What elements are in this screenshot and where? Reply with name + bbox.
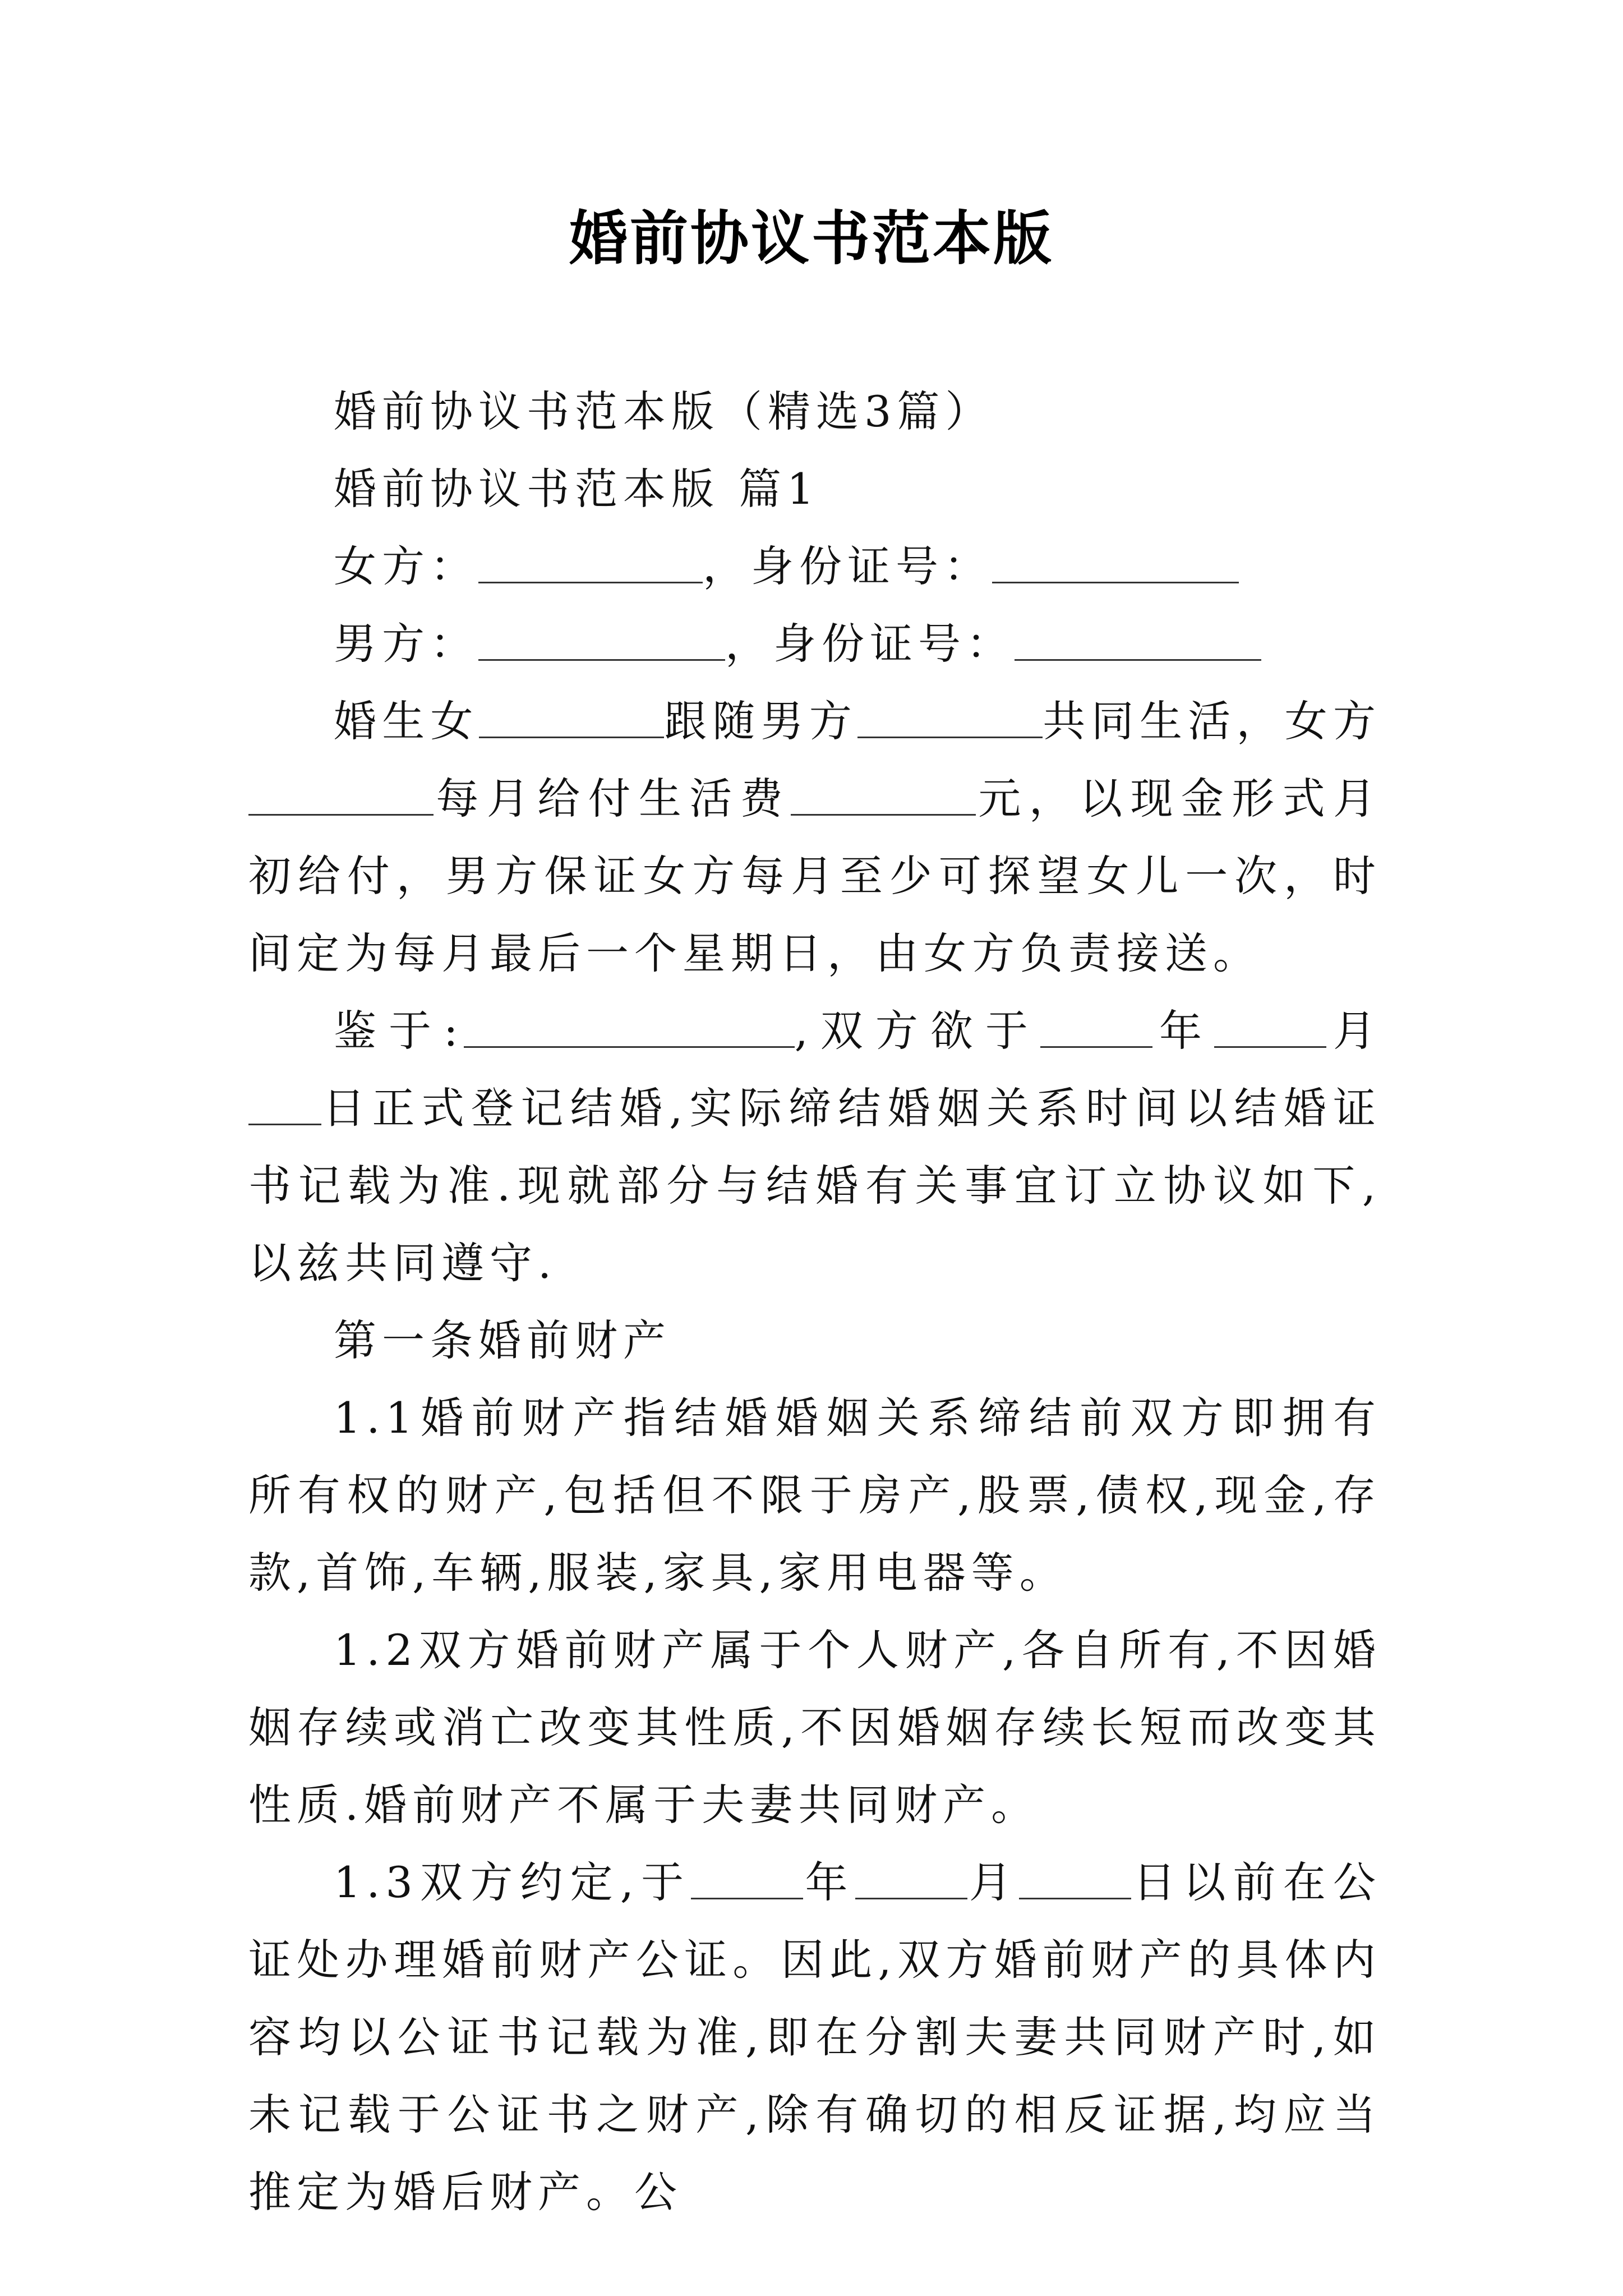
text-run: 年 [1152, 1006, 1214, 1056]
blank-line [791, 778, 976, 816]
text-run: 日正式登记结婚,实际缔结婚姻关系时间以结婚证书记载为准.现就部分与结婚有关事宜订立协议如下,以兹共同遵守. [248, 1083, 1381, 1288]
text-run: 日以前在公证处办理婚前财产公证。因此,双方婚前财产的具体内容均以公证书记载为准,即在分割夫妻共同财产时,如未记载于公证书之财产,除有确切的相反证据,均应当推定为婚后财产。公 [248, 1857, 1382, 2217]
blank-line [464, 1010, 795, 1048]
female-label: 女方： [334, 541, 478, 591]
text-run: 月 [967, 1857, 1020, 1907]
blank-line [479, 701, 664, 738]
blank-line [855, 1862, 967, 1899]
blank-line [248, 778, 434, 816]
female-line [248, 528, 1381, 605]
text-run: 每月给付生活费 [434, 774, 791, 823]
text-run: 年 [803, 1857, 855, 1907]
text-run: ,双方欲于 [794, 1006, 1040, 1056]
blank-line [857, 701, 1043, 738]
blank-line [1040, 1010, 1152, 1048]
blank-line [1214, 1010, 1326, 1048]
clause-1-1: 1.1婚前财产指结婚婚姻关系缔结前双方即拥有所有权的财产,包括但不限于房产,股票,债权,现金,存款,首饰,车辆,服装,家具,家用电器等。 [248, 1393, 1381, 1598]
text-run: 婚生女 [334, 696, 479, 746]
text-run: 元，以现金形式月初给付，男方保证女方每月至少可探望女儿一次，时间定为每月最后一个星期日，由女方负责接送。 [248, 774, 1381, 978]
male-line [248, 605, 1381, 683]
document-body [248, 373, 1381, 2231]
text-run: 鉴于: [334, 1006, 464, 1056]
intro-paragraph [248, 992, 1381, 1302]
female-name-blank [478, 546, 703, 583]
blank-line [1019, 1862, 1131, 1899]
text-run: 跟随男方 [663, 696, 858, 746]
male-name-blank [478, 623, 725, 661]
subtitle: 婚前协议书范本版（精选3篇） [334, 386, 994, 436]
female-id-label: ，身份证号： [703, 541, 992, 591]
text-run: 月 [1326, 1006, 1382, 1056]
text-run: 共同生活，女方 [1043, 696, 1382, 746]
male-id-label: ，身份证号： [725, 619, 1015, 669]
female-id-blank [992, 546, 1239, 583]
blank-line [248, 1088, 321, 1125]
child-custody-paragraph [248, 683, 1381, 992]
clause-1-2: 1.2双方婚前财产属于个人财产,各自所有,不因婚姻存续或消亡改变其性质,不因婚姻存续长短而改变其性质.婚前财产不属于夫妻共同财产。 [248, 1625, 1381, 1830]
male-id-blank [1015, 623, 1261, 661]
article-1-heading: 第一条婚前财产 [334, 1315, 671, 1365]
clause-1-3 [248, 1844, 1381, 2231]
document-title: 婚前协议书范本版 [569, 204, 1054, 273]
section-heading: 婚前协议书范本版 篇1 [334, 464, 820, 514]
blank-line [691, 1862, 803, 1899]
text-run: 1.3双方约定,于 [334, 1857, 691, 1907]
male-label: 男方： [334, 619, 478, 669]
